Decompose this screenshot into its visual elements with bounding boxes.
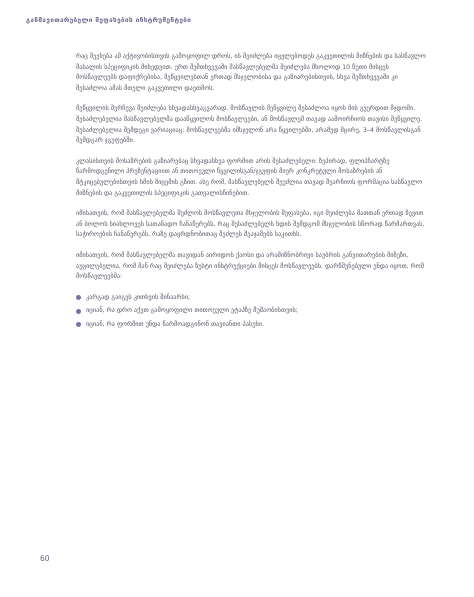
page-body — [76, 52, 426, 333]
bullet-icon — [76, 309, 81, 314]
list-item-text: იციან, რა ფორმით უნდა წარმოადგინონ თავიანთი პასუხი. — [86, 320, 265, 328]
paragraph: მეწყვილის შერჩევა შეიძლება სხვადასხვაგვარად. მოსწავლის მეწყვილე შესაძლოა იყოს მის გვერდით მჯდომი. შესაძლებელია მასწავლებელმა დააწყვილოს მოსწავლეები, ან მოსწავლემ თავად აამოირჩიოს თავისი მეწყვილე. შესაძლებელია შემდეგი ვარიაციაც: მოსწავლეებმა იმსჯელონ არა წყვილებში, არამედ მცირე, 3–4 მოსწავლისგან შემდგარ ჯგუფებში. — [76, 105, 423, 145]
paragraph: კლასისთვის მოსაზრების გაზიარებაც სხვადასხვა ფორმით არის შესაძლებელი: ზეპირად, ფლიპჩარტზე წარმოდგენილი პრეზენტაციით ან თითოეული წყვილისგან/ჯგუფის მიერ კონკრეტული მოსაზრების ან მტკიცებულებისთვის ხმის მიცემის გზით. ასე რომ, მასწავლებელს შეუძლია თავად შეარჩიოს ფორმაცია სასწავლო მიზნების და გაკვეთილის სპეციფიკის გათვალისწინებით. — [76, 157, 423, 197]
list-item-text: კარგად გაიგეს კითხვის შინაარსი; — [86, 293, 191, 301]
bullet-icon — [76, 322, 81, 327]
list-item — [76, 293, 426, 304]
page-number: 60 — [40, 554, 50, 563]
list-item-text: იციან, რა დრო აქვთ გამოყოფილი თითოეული ეტაპზე მუშაობისთვის; — [86, 307, 298, 315]
bullet-list — [76, 293, 426, 331]
running-header: განმავითარებელი შეფასების ინსტრუმენტები — [26, 16, 192, 24]
list-item — [76, 306, 426, 317]
paragraph: იმისათვის, რომ მასწავლებელმა თავიდან აირიდოს ქაოსი და არამიზნობრივი საუბრის განვითარების მიზეზი, აუცილებელია, რომ მან რაც შეიძლება ზუსტი ინსტრუქციები მისცეს მოსწავლეებს. დარწმუნებული უნდა იყოთ, რომ მოსწავლეებმა: — [76, 251, 424, 281]
bullet-icon — [76, 295, 81, 300]
list-item — [76, 320, 426, 331]
paragraph: რაც შეეხება ამ აქტივობისთვის გამოყოფილ დროს, ის შეიძლება იცვლებოდეს გაკვეთილის მიზნების და სასწავლო მასალის სპეციფიკის მიხედვით. ერთ შემთხვევაში მასწავლებელმა შეიძლება მხოლოდ 10 წუთი მისცეს მოსწავლეებს დაფიქრებისა, მეწყვილესთან ერთად მსჯელობისა და გაზიარებისთვის, სხვა შემთხვევაში კი შესაძლოა ამას მთელი გაკვეთილი დაეთმოს. — [76, 53, 426, 92]
paragraph: იმისათვის, რომ მასწავლებელმა შეძლოს მოსწავლეთა მსჯელობის შეფასება, იგი შეიძლება მათთან ერთად ზევით ან ბოლოს სიახლოვეს სათანადო ჩანაწერებს, რაც შესაძლებელს ხდის შემდგომ მსჯელობის სწორად წარმართვას, საჭიროების ჩანაწერებს, რაზე დაყრდნობითაც შეძლეს შეაჯამებს საკითხს. — [76, 210, 425, 239]
